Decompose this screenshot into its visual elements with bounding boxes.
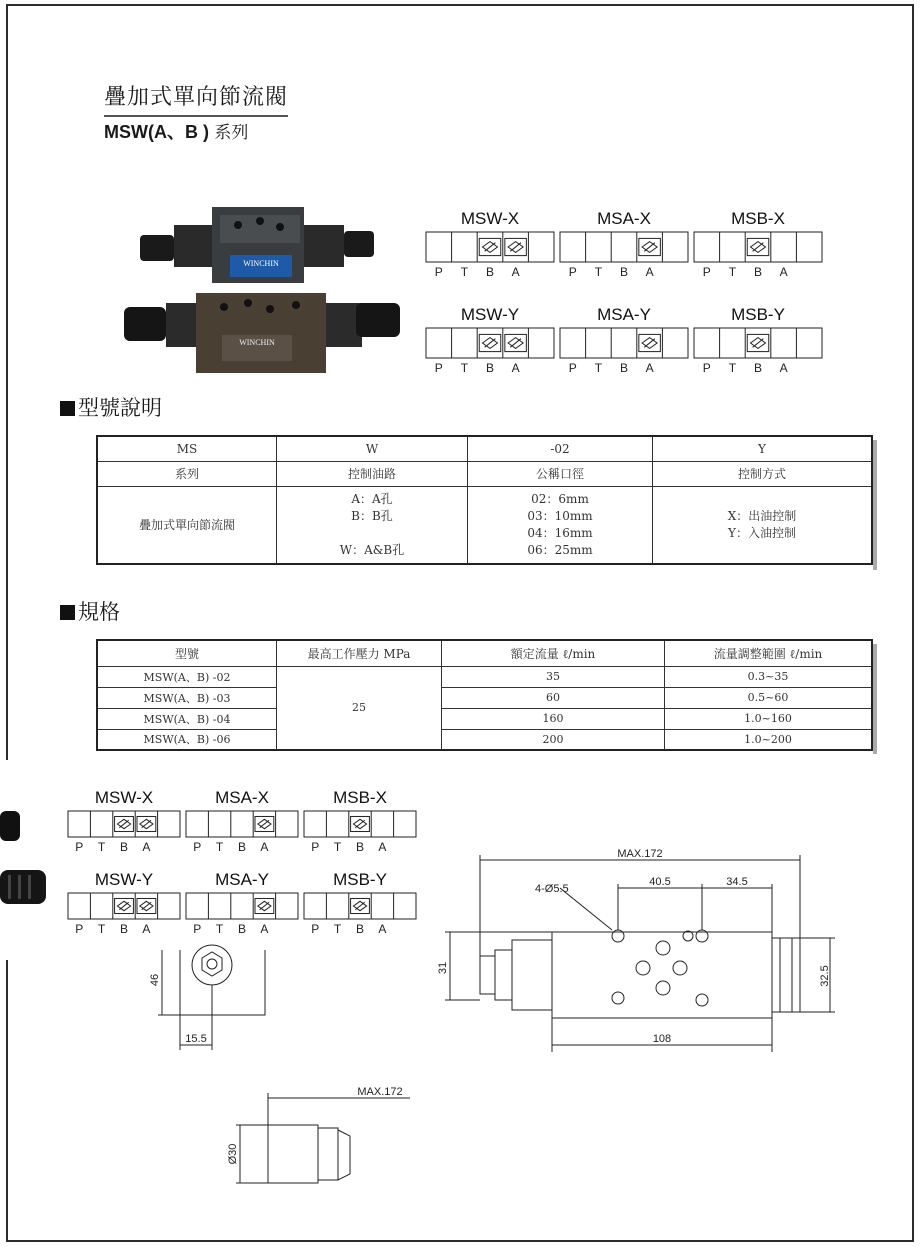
dim-108: 108 [652, 1033, 672, 1045]
header-mode: 控制方式 [653, 461, 873, 486]
circuit-label: MSA-X [597, 209, 651, 228]
path-w: W：A&B孔 [339, 542, 405, 557]
dim-31: 31 [437, 961, 449, 975]
port-label: A [511, 361, 520, 375]
row-flow: 200 [442, 729, 665, 750]
port-label: T [460, 361, 469, 375]
port-label: T [333, 922, 342, 936]
path-a: A：A孔 [351, 491, 393, 506]
spec-header-pressure: 最高工作壓力 MPa [277, 640, 442, 666]
port-label: A [142, 922, 151, 936]
dim-32-5: 32.5 [819, 965, 831, 987]
brand-label: WINCHIN [243, 259, 279, 268]
port-label: A [779, 265, 788, 279]
port-label: P [193, 922, 202, 936]
port-label: B [355, 922, 365, 936]
circuit-label: MSW-Y [460, 305, 520, 324]
circuit-label: MSB-Y [731, 305, 785, 324]
dim-15-5: 15.5 [185, 1033, 207, 1045]
bore-06: 06：25mm [527, 542, 593, 557]
port-label: B [119, 922, 129, 936]
section-spec: 規格 [60, 596, 120, 626]
circuit-label: MSW-Y [94, 870, 154, 889]
svg-text:WINCHIN: WINCHIN [239, 338, 275, 347]
port-label: A [260, 840, 269, 854]
port-label: P [702, 361, 711, 375]
circuit-label: MSA-Y [597, 305, 651, 324]
port-label: T [728, 265, 737, 279]
spec-table [96, 639, 873, 751]
square-bullet-icon [60, 605, 75, 620]
header-path: 控制油路 [277, 461, 468, 486]
mode-y: Y：入油控制 [728, 525, 796, 540]
header-bore: 公稱口徑 [468, 461, 653, 486]
row-range: 0.5~60 [665, 687, 873, 708]
port-label: T [594, 265, 603, 279]
knob-fragment [0, 805, 50, 905]
circuit-symbol [426, 209, 554, 279]
port-label: A [511, 265, 520, 279]
table-row [97, 666, 872, 687]
port-label: P [193, 840, 202, 854]
circuit-symbol [694, 209, 822, 279]
port-label: B [485, 265, 495, 279]
path-b: B：B孔 [351, 508, 393, 523]
port-label: P [702, 265, 711, 279]
port-label: P [568, 361, 577, 375]
port-label: B [355, 840, 365, 854]
circuit-symbol [426, 305, 554, 375]
dim-34-5: 34.5 [726, 876, 748, 888]
port-label: T [215, 922, 224, 936]
port-label: T [97, 840, 106, 854]
dimension-drawing [140, 840, 840, 1240]
page-title: 疊加式單向節流閥 [104, 80, 288, 117]
port-label: P [311, 922, 320, 936]
table-row [97, 729, 872, 750]
mode-x: X：出油控制 [727, 508, 797, 523]
table-row [97, 687, 872, 708]
port-label: P [75, 840, 84, 854]
series-subtitle [104, 118, 248, 144]
dim-max172-b: MAX.172 [357, 1086, 403, 1098]
spec-header-range: 流量調整範圍 ℓ/min [665, 640, 873, 666]
series-suffix: 系列 [208, 123, 249, 143]
port-label: B [753, 361, 763, 375]
bore-values [468, 486, 653, 564]
port-label: A [779, 361, 788, 375]
circuit-label: MSA-X [215, 788, 269, 807]
row-model: MSW(A、B) -03 [97, 687, 277, 708]
header-series: 系列 [97, 461, 277, 486]
table-row [97, 708, 872, 729]
row-range: 0.3~35 [665, 666, 873, 687]
port-label: A [645, 265, 654, 279]
port-label: P [434, 265, 443, 279]
dim-max172: MAX.172 [617, 848, 663, 860]
series-value: 疊加式單向節流閥 [97, 486, 277, 564]
row-flow: 35 [442, 666, 665, 687]
bore-04: 04：16mm [527, 525, 593, 540]
row-range: 1.0~200 [665, 729, 873, 750]
circuit-label: MSA-Y [215, 870, 269, 889]
section-model: 型號說明 [60, 392, 162, 422]
path-spacer [277, 525, 467, 542]
port-label: B [485, 361, 495, 375]
port-label: A [378, 922, 387, 936]
port-label: B [619, 361, 629, 375]
port-label: T [460, 265, 469, 279]
circuit-symbol [560, 305, 688, 375]
code-bore: -02 [468, 436, 653, 461]
circuit-symbol [694, 305, 822, 375]
spec-header-flow: 額定流量 ℓ/min [442, 640, 665, 666]
series-code: MSW(A、B ) [104, 122, 209, 142]
row-model: MSW(A、B) -04 [97, 708, 277, 729]
row-range: 1.0~160 [665, 708, 873, 729]
dim-40-5: 40.5 [649, 876, 671, 888]
port-label: P [311, 840, 320, 854]
row-model: MSW(A、B) -06 [97, 729, 277, 750]
circuit-label: MSW-X [94, 788, 154, 807]
port-label: A [378, 840, 387, 854]
port-label: T [333, 840, 342, 854]
port-label: B [619, 265, 629, 279]
port-label: B [119, 840, 129, 854]
circuit-label: MSB-X [731, 209, 785, 228]
row-flow: 60 [442, 687, 665, 708]
bore-02: 02：6mm [531, 491, 589, 506]
model-code-table [96, 435, 873, 565]
circuit-label: MSB-X [333, 788, 387, 807]
square-bullet-icon [60, 401, 75, 416]
circuit-label: MSW-X [460, 209, 520, 228]
pressure-value: 25 [277, 666, 442, 750]
dim-d30: Ø30 [227, 1143, 239, 1165]
dim-46: 46 [149, 973, 161, 987]
port-label: T [215, 840, 224, 854]
port-label: A [645, 361, 654, 375]
port-label: A [142, 840, 151, 854]
control-mode-values [653, 486, 873, 564]
circuit-symbols-top [420, 200, 830, 390]
row-model: MSW(A、B) -02 [97, 666, 277, 687]
dim-holes: 4-Ø5.5 [535, 883, 569, 895]
port-label: T [728, 361, 737, 375]
circuit-label: MSB-Y [333, 870, 387, 889]
code-series: MS [97, 436, 277, 461]
port-label: P [434, 361, 443, 375]
port-label: T [97, 922, 106, 936]
bore-03: 03：10mm [527, 508, 593, 523]
code-path: W [277, 436, 468, 461]
port-label: P [75, 922, 84, 936]
product-photo [120, 195, 410, 375]
port-label: B [753, 265, 763, 279]
spec-header-model: 型號 [97, 640, 277, 666]
port-label: P [568, 265, 577, 279]
circuit-symbol [560, 209, 688, 279]
port-label: B [237, 922, 247, 936]
code-mode: Y [653, 436, 873, 461]
port-label: B [237, 840, 247, 854]
port-label: A [260, 922, 269, 936]
row-flow: 160 [442, 708, 665, 729]
port-label: T [594, 361, 603, 375]
control-path-values [277, 486, 468, 564]
